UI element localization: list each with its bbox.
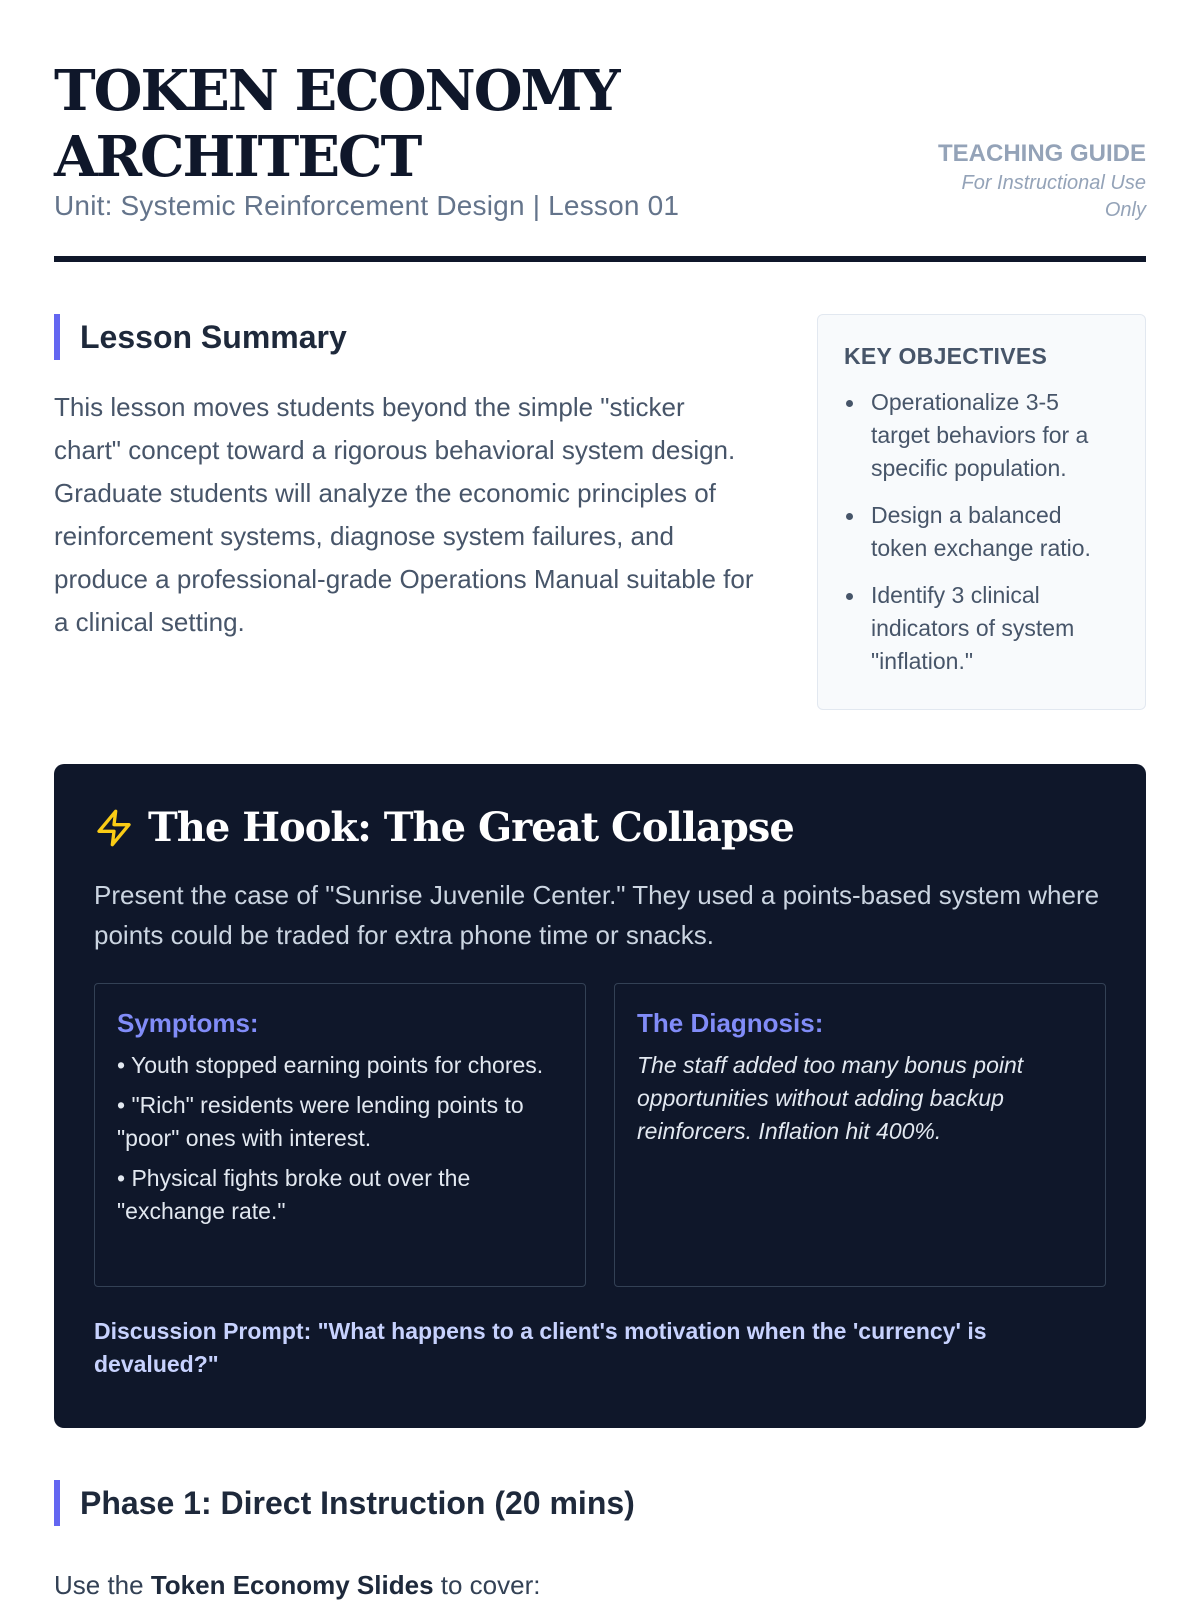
objective-item: Operationalize 3-5 target behaviors for a specific population. bbox=[844, 386, 1119, 485]
summary-section bbox=[54, 314, 1146, 710]
page-header bbox=[54, 0, 1146, 262]
key-objectives-box bbox=[817, 314, 1146, 710]
symptoms-card bbox=[94, 983, 586, 1287]
phase-1-text-before: Use the bbox=[54, 1570, 151, 1600]
hook-text: Present the case of "Sunrise Juvenile Center." They used a points-based system where points could be traded for extra phone time or snacks. bbox=[94, 880, 1100, 950]
hook-title: The Hook: The Great Collapse bbox=[148, 804, 794, 851]
symptom-item: • Youth stopped earning points for chores. bbox=[117, 1052, 544, 1078]
objectives-title: KEY OBJECTIVES bbox=[844, 343, 1048, 369]
phase-1-heading: Phase 1: Direct Instruction (20 mins) bbox=[54, 1480, 1146, 1526]
page-title: TOKEN ECONOMY ARCHITECT bbox=[54, 58, 619, 190]
symptoms-list bbox=[117, 1049, 563, 1228]
page-subtitle: Unit: Systemic Reinforcement Design | Lesson 01 bbox=[54, 190, 680, 221]
phase-1-section bbox=[54, 1480, 1146, 1600]
diagnosis-card bbox=[614, 983, 1106, 1287]
hook-panel bbox=[54, 764, 1146, 1428]
phase-1-text bbox=[54, 1570, 1146, 1600]
diagnosis-text: The staff added too many bonus point opportunities without adding backup reinforcers. Inflation hit 400%. bbox=[637, 1052, 1024, 1144]
diagnosis-title: The Diagnosis: bbox=[637, 1008, 824, 1038]
teaching-guide-label bbox=[926, 140, 1146, 224]
hook-cards bbox=[94, 983, 1106, 1287]
objective-item: Design a balanced token exchange ratio. bbox=[844, 499, 1119, 565]
discussion-prompt: Discussion Prompt: "What happens to a client's motivation when the 'currency' is devalued?" bbox=[94, 1318, 987, 1377]
symptom-item: • Physical fights broke out over the "exchange rate." bbox=[117, 1165, 471, 1224]
lightning-icon bbox=[94, 808, 134, 848]
lesson-summary bbox=[54, 314, 754, 644]
summary-text: This lesson moves students beyond the simple "sticker chart" concept toward a rigorous behavioral system design. Graduate students will analyze the economic principles of reinforcement systems, diagnose system failures, and produce a professional-grade Operations Manual suitable for a clinical setting. bbox=[54, 392, 754, 637]
hook-heading bbox=[94, 804, 1106, 851]
phase-1-text-after: to cover: bbox=[433, 1570, 541, 1600]
symptoms-title: Symptoms: bbox=[117, 1008, 259, 1038]
guide-title: TEACHING GUIDE bbox=[937, 140, 1146, 167]
objective-item: Identify 3 clinical indicators of system "inflation." bbox=[844, 579, 1119, 678]
objectives-list bbox=[844, 386, 1119, 678]
summary-heading: Lesson Summary bbox=[54, 314, 754, 360]
slides-reference: Token Economy Slides bbox=[150, 1570, 434, 1600]
guide-note: For Instructional Use Only bbox=[961, 172, 1146, 221]
symptom-item: • "Rich" residents were lending points to "poor" ones with interest. bbox=[117, 1092, 524, 1151]
